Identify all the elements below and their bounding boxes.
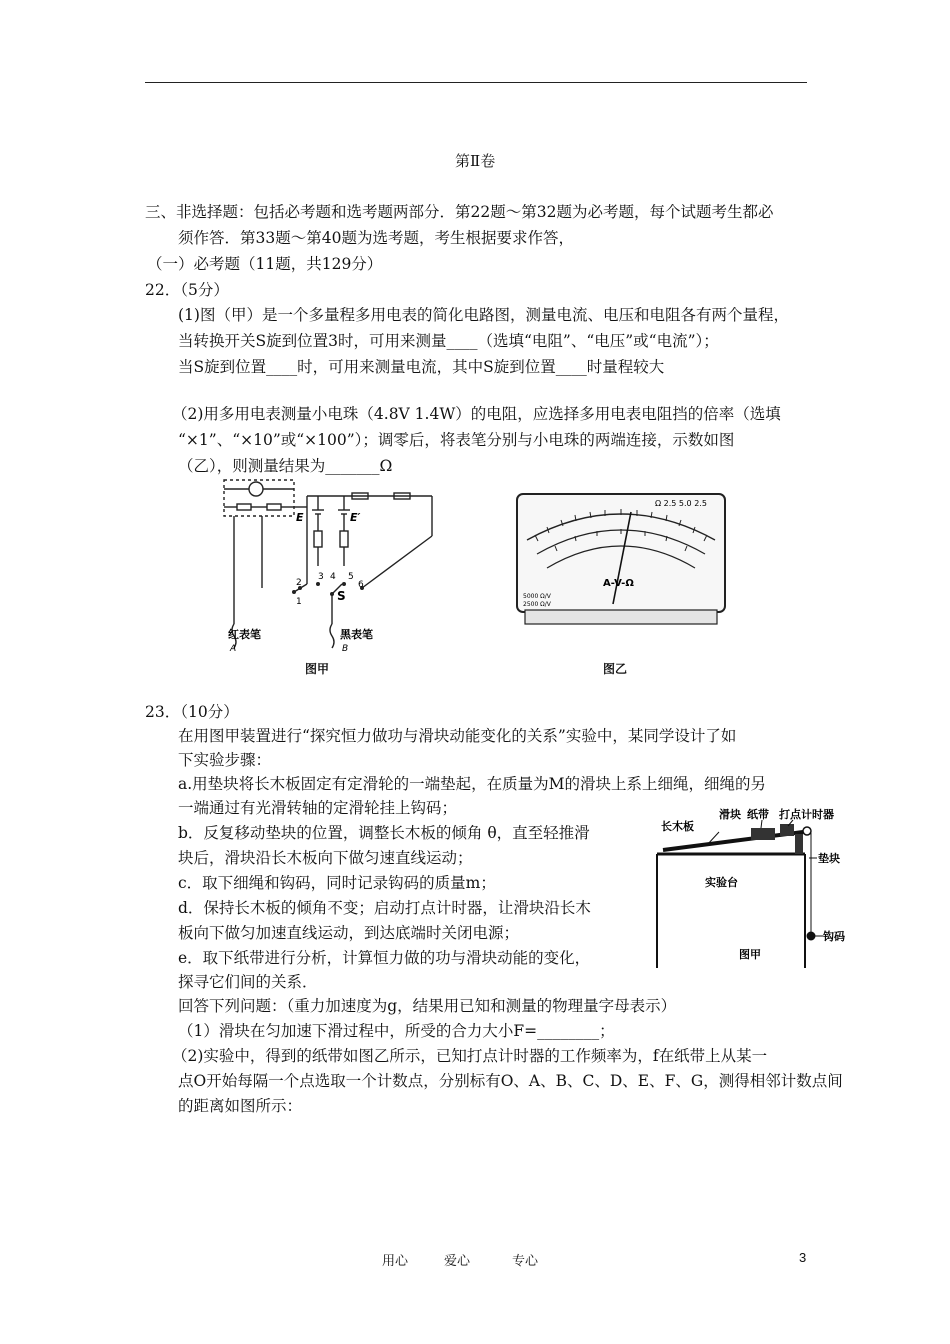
label-slider: 滑块 [719,808,741,821]
q23-step-b-line1: b．反复移动垫块的位置，调整长木板的倾角 θ，直至轻推滑 [178,824,590,842]
label-tape: 纸带 [747,808,769,821]
dial-top-marks: Ω 2.5 5.0 2.5 [655,499,707,508]
red-probe-letter: A [230,644,237,654]
q23-question2-line1: （2)实验中，得到的纸带如图乙所示，已知打点计时器的工作频率为，f在纸带上从某一 [172,1047,768,1065]
header-rule [145,82,807,83]
q23-intro2: 下实验步骤： [178,751,272,769]
section3-line3: （一）必考题（11题，共129分） [147,255,383,273]
q23-step-a-line2: 一端通过有光滑转轴的定滑轮挂上钩码； [178,799,458,817]
q22-p2-line3: （乙），则测量结果为_______Ω [178,457,393,475]
switch-pos-5: 5 [348,572,354,582]
q23-answer-intro: 回答下列问题：（重力加速度为g，结果用已知和测量的物理量字母表示） [178,997,677,1015]
q23-step-a-line1: a.用垫块将长木板固定有定滑轮的一端垫起，在质量为M的滑块上系上细绳，细绳的另 [178,775,767,793]
multimeter-dial-diagram [515,492,727,630]
q23-step-c: c．取下细绳和钩码，同时记录钩码的质量m； [178,874,496,892]
part-title: 第Ⅱ卷 [455,152,496,170]
label-timer: 打点计时器 [779,808,834,821]
q23-question2-line3: 的距离如图所示： [178,1097,303,1115]
q23-step-b-line2: 块后，滑块沿长木板向下做匀速直线运动； [178,849,473,867]
page-number: 3 [799,1250,807,1265]
red-probe-label: 红表笔 [228,628,261,641]
multimeter-circuit-diagram [212,476,442,676]
dial-spec-2: 2500 Ω/V [523,601,551,608]
switch-pos-3: 3 [318,572,324,582]
q23-intro1: 在用图甲装置进行“探究恒力做功与滑块动能变化的关系”实验中，某同学设计了如 [178,727,737,745]
section3-line1: 三、非选择题：包括必考题和选考题两部分．第22题～第32题为必考题，每个试题考生都必 [145,203,774,221]
label-E: E [296,511,304,524]
footer-motto-2: 爱心 [444,1254,471,1269]
q22-p2-line1: （2)用多用电表测量小电珠（4.8V 1.4W）的电阻，应选择多用电表电阻挡的倍率（选填 [172,405,781,423]
black-probe-letter: B [342,644,349,654]
label-board: 长木板 [661,820,694,833]
label-weight: 钩码 [823,930,845,943]
q22-p2-line2: “×1”、“×10”或“×100”）；调零后，将表笔分别与小电珠的两端连接，示数如图 [178,431,735,449]
q23-question1: （1）滑块在匀加速下滑过程中，所受的合力大小F=________； [178,1022,615,1040]
section3-line2: 须作答．第33题～第40题为选考题，考生根据要求作答， [178,229,574,247]
q23-number: 23．（10分） [145,703,239,721]
q22-p1-line2: 当转换开关S旋到位置3时，可用来测量____（选填“电阻”、“电压”或“电流”）； [178,332,719,350]
dial-spec-1: 5000 Ω/V [523,593,551,600]
q23-step-d-line2: 板向下做匀加速直线运动，到达底端时关闭电源； [178,924,520,942]
footer-motto-1: 用心 [382,1254,409,1269]
switch-pos-1: 1 [296,597,302,607]
q22-number: 22．（5分） [145,281,229,299]
switch-pos-6: 6 [358,580,364,590]
footer-motto-3: 专心 [512,1254,539,1269]
black-probe-label: 黑表笔 [340,628,373,641]
q22-p1-line1: (1)图（甲）是一个多量程多用电表的简化电路图，测量电流、电压和电阻各有两个量程， [178,306,789,324]
label-block: 垫块 [818,852,840,865]
label-E-prime: E′ [350,511,361,524]
label-table: 实验台 [705,876,738,889]
q23-step-e-line2: 探寻它们间的关系． [178,973,318,991]
q22-p1-line3: 当S旋到位置____时，可用来测量电流，其中S旋到位置____时量程较大 [178,358,665,376]
switch-pos-4: 4 [330,572,336,582]
fig-a-caption: 图甲 [305,662,330,676]
switch-pos-2: 2 [296,578,302,588]
fig-b-caption: 图乙 [603,662,628,676]
dial-label: A-V-Ω [603,578,634,589]
q23-question2-line2: 点O开始每隔一个点选取一个计数点，分别标有O、A、B、C、D、E、F、G，测得相邻计数点间 [178,1072,843,1090]
incline-apparatus-diagram [655,808,865,968]
apparatus-caption: 图甲 [739,948,761,961]
q23-step-e-line1: e．取下纸带进行分析，计算恒力做的功与滑块动能的变化， [178,949,591,967]
switch-label-S: S [337,589,346,603]
q23-step-d-line1: d．保持长木板的倾角不变；启动打点计时器，让滑块沿长木 [178,899,591,917]
